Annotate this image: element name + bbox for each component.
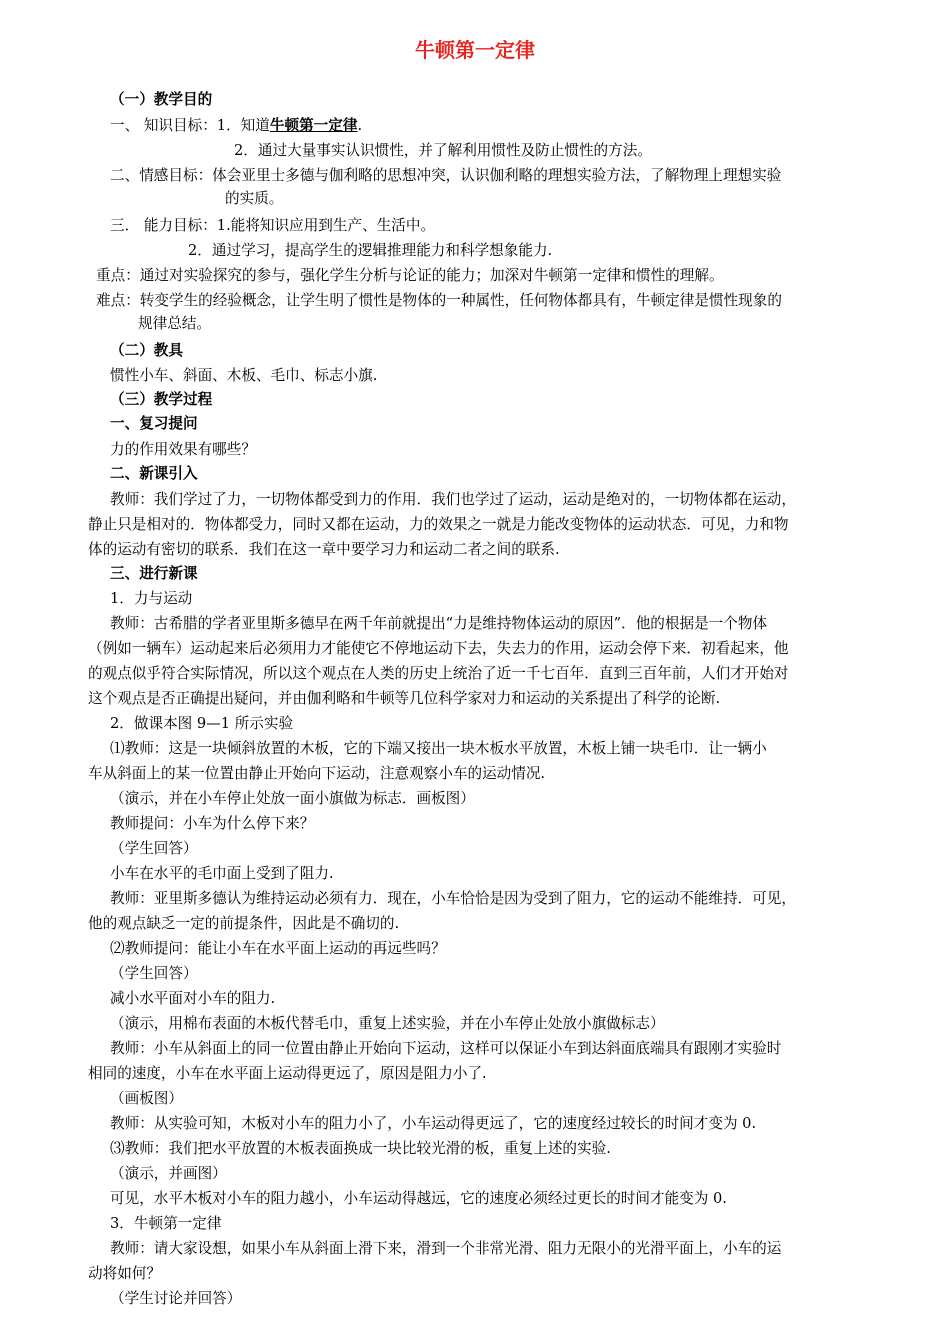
section-heading-objectives: （一）教学目的 <box>110 91 213 108</box>
key-point-line: 重点：通过对实验探究的参与，强化学生分析与论证的能力；加深对牛顿第一定律和惯性的理解。 <box>96 267 724 284</box>
text-line: 教师提问：小车为什么停下来？ <box>110 815 315 832</box>
knowledge-goal-line <box>110 116 362 136</box>
text-line: 2．通过学习，提高学生的逻辑推理能力和科学想象能力. <box>188 242 553 259</box>
text-line: 这个观点是否正确提出疑问，并由伽利略和牛顿等几位科学家对力和运动的关系提出了科学的论断. <box>88 690 721 707</box>
text-line: 体的运动有密切的联系．我们在这一章中要学习力和运动二者之间的联系. <box>88 541 560 558</box>
document-title: 牛顿第一定律 <box>415 38 535 62</box>
section-heading-tools: （二）教具 <box>110 342 183 359</box>
subheading-review: 一、复习提问 <box>110 415 198 432</box>
text-line: 教师：亚里斯多德认为维持运动必须有力．现在，小车恰恰是因为受到了阻力，它的运动不能维持．可见， <box>110 890 796 907</box>
text-line: 1．力与运动 <box>110 590 193 607</box>
text-line: 他的观点缺乏一定的前提条件，因此是不确切的. <box>88 915 400 932</box>
text-line: （演示，用棉布表面的木板代替毛巾，重复上述实验，并在小车停止处放小旗做标志） <box>110 1015 665 1032</box>
text-line: （例如一辆车）运动起来后必须用力才能使它不停地运动下去，失去力的作用，运动会停下来．初看起来，他 <box>88 640 789 657</box>
text-line: 2．做课本图 9—1 所示实验 <box>110 715 294 732</box>
text-line: 的实质。 <box>225 190 284 207</box>
text-line: （演示，并画图） <box>110 1165 227 1182</box>
text-line: 的观点似乎符合实际情况，所以这个观点在人类的历史上统治了近一千七百年．直到三百年前，人们才开始对 <box>88 665 789 682</box>
text-line: ⑶教师：我们把水平放置的木板表面换成一块比较光滑的板，重复上述的实验. <box>110 1140 611 1157</box>
knowledge-goal-period: . <box>357 117 363 134</box>
text-line: 动将如何？ <box>88 1265 161 1282</box>
text-line: 减小水平面对小车的阻力. <box>110 990 276 1007</box>
text-line: 相同的速度，小车在水平面上运动得更远了，原因是阻力小了. <box>88 1065 487 1082</box>
text-line: ⑵教师提问：能让小车在水平面上运动的再远些吗？ <box>110 940 446 957</box>
text-line: （学生回答） <box>110 840 198 857</box>
text-line: 可见，水平木板对小车的阻力越小，小车运动得越远，它的速度必须经过更长的时间才能变为 0. <box>110 1190 727 1207</box>
section-heading-process: （三）教学过程 <box>110 391 213 408</box>
text-line: 教师：我们学过了力，一切物体都受到力的作用．我们也学过了运动，运动是绝对的，一切物体都在运动， <box>110 491 796 508</box>
text-line: 静止只是相对的．物体都受力，同时又都在运动，力的效果之一就是力能改变物体的运动状态．可见，力和物 <box>88 516 789 533</box>
difficulty-line: 难点：转变学生的经验概念，让学生明了惯性是物体的一种属性，任何物体都具有，牛顿定律是惯性现象的 <box>96 292 782 309</box>
knowledge-goal-underlined: 牛顿第一定律 <box>269 117 358 134</box>
text-line: （演示，并在小车停止处放一面小旗做为标志．画板图） <box>110 790 475 807</box>
text-line: 二、情感目标：体会亚里士多德与伽利略的思想冲突，认识伽利略的理想实验方法，了解物理上理想实验 <box>110 167 782 184</box>
text-line: ⑴教师：这是一块倾斜放置的木板，它的下端又接出一块木板水平放置，木板上铺一块毛巾．让一辆小 <box>110 740 767 757</box>
text-line: 小车在水平的毛巾面上受到了阻力. <box>110 865 334 882</box>
subheading-new-lesson: 三、进行新课 <box>110 565 198 582</box>
text-line: （画板图） <box>110 1090 183 1107</box>
text-line: 3．牛顿第一定律 <box>110 1215 222 1232</box>
text-line: 三． 能力目标：1.能将知识应用到生产、生活中。 <box>110 217 436 234</box>
subheading-intro: 二、新课引入 <box>110 465 198 482</box>
text-line: 教师：小车从斜面上的同一位置由静止开始向下运动，这样可以保证小车到达斜面底端具有跟刚才实验时 <box>110 1040 782 1057</box>
text-line: （学生讨论并回答） <box>110 1290 242 1307</box>
text-line: 惯性小车、斜面、木板、毛巾、标志小旗. <box>110 367 378 384</box>
text-line: 车从斜面上的某一位置由静止开始向下运动，注意观察小车的运动情况. <box>88 765 546 782</box>
text-line: 教师：请大家设想，如果小车从斜面上滑下来，滑到一个非常光滑、阻力无限小的光滑平面上，小车的运 <box>110 1240 782 1257</box>
text-line: 教师：从实验可知，木板对小车的阻力小了，小车运动得更远了，它的速度经过较长的时间才变为 0. <box>110 1115 757 1132</box>
text-line: 力的作用效果有哪些？ <box>110 441 256 458</box>
text-line: 2．通过大量事实认识惯性，并了解利用惯性及防止惯性的方法。 <box>234 142 652 159</box>
text-line: 教师：古希腊的学者亚里斯多德早在两千年前就提出“力是维持物体运动的原因”．他的根据是一个物体 <box>110 615 768 632</box>
knowledge-goal-text: 一、 知识目标：1．知道 <box>110 117 270 134</box>
text-line: （学生回答） <box>110 965 198 982</box>
text-line: 规律总结。 <box>138 315 211 332</box>
